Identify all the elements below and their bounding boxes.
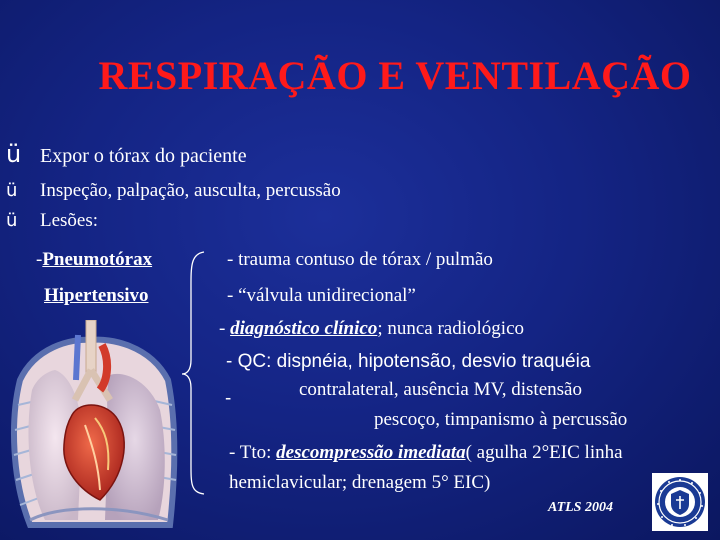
detail-qc-dash: - — [225, 388, 232, 409]
bullet-expor — [6, 140, 247, 168]
diagnostico-emphasis: diagnóstico clínico — [230, 318, 378, 339]
check-icon: ü — [6, 180, 18, 201]
dash: - — [36, 249, 43, 270]
bullet-lesoes — [6, 210, 98, 232]
condition-line-1 — [36, 249, 152, 271]
detail-qc-line-3: pescoço, timpanismo à percussão — [374, 409, 628, 430]
tto-rest: ( agulha 2°EIC linha — [465, 442, 623, 463]
condition-name: Pneumotórax — [42, 249, 153, 270]
thorax-illustration — [0, 320, 180, 530]
detail-qc-line-2: contralateral, ausência MV, distensão — [299, 379, 582, 400]
bullet-inspecao — [6, 180, 341, 202]
bullet-text: Lesões: — [40, 210, 99, 231]
detail-tto-line-2: hemiclavicular; drenagem 5° EIC) — [229, 472, 491, 493]
condition-line-2 — [44, 285, 149, 307]
condition-name-cont: Hipertensivo — [44, 285, 149, 306]
curly-brace — [178, 248, 208, 498]
dash: - — [219, 318, 231, 339]
detail-tto — [229, 442, 623, 464]
university-seal-icon — [652, 473, 708, 531]
tto-prefix: - Tto: — [229, 442, 277, 463]
detail-diagnostico — [219, 318, 524, 340]
source-citation: ATLS 2004 — [548, 500, 613, 515]
bullet-text: Inspeção, palpação, ausculta, percussão — [40, 180, 341, 201]
check-icon: ü — [6, 140, 22, 168]
detail-valvula: - “válvula unidirecional” — [227, 285, 416, 306]
bullet-text: Expor o tórax do paciente — [40, 145, 247, 167]
tto-emphasis: descompressão imediata — [276, 442, 466, 463]
illustration-watermark — [60, 496, 63, 508]
diagnostico-rest: ; nunca radiológico — [377, 318, 525, 339]
check-icon: ü — [6, 210, 18, 231]
slide-title: RESPIRAÇÃO E VENTILAÇÃO — [98, 53, 692, 98]
detail-trauma: - trauma contuso de tórax / pulmão — [227, 249, 493, 270]
detail-qc-line-1: - QC: dispnéia, hipotensão, desvio traquéia — [226, 351, 591, 372]
